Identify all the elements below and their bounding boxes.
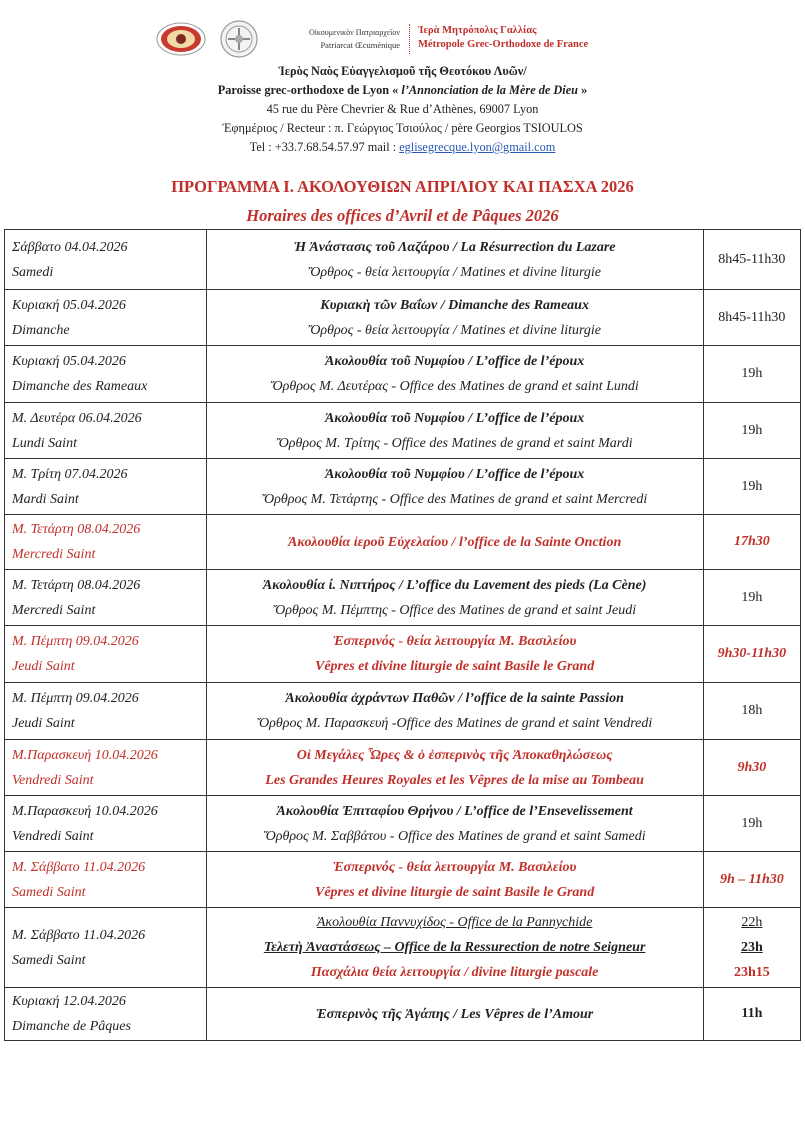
parish-name-prefix: Paroisse grec-orthodoxe de Lyon « [217,83,402,97]
service-cell [206,626,703,683]
service-title: Ἑσπερινὸς τῆς Ἀγάπης / Les Vêpres de l’Amour [315,1006,594,1022]
service-cell [206,988,703,1041]
date-french: Samedi Saint [12,884,86,900]
date-cell [5,459,207,515]
service-cell [206,346,703,403]
time-cell [703,570,800,626]
time-cell [703,459,800,515]
service-title: Ἀκολουθία ί. Νιπτήρος / L’office du Lavement des pieds (La Cène) [262,577,647,593]
date-french: Jeudi Saint [12,716,75,731]
time-value: 19h [741,815,763,831]
date-cell [5,852,207,908]
time-value: 17h30 [733,534,770,549]
seal-icon [156,22,206,56]
service-cell [206,852,703,908]
time-value: 23h [740,940,763,955]
date-greek: Μ.Παρασκευή 10.04.2026 [12,747,158,763]
service-detail: Ὄρθρος Μ. Τετάρτης - Office des Matines de grand et saint Mercredi [261,491,648,507]
time-cell [703,230,800,290]
service-title: Οἱ Μεγάλες Ὧρες & ὁ ἑσπερινὸς τῆς Ἀποκαθηλώσεως [296,747,613,763]
metropolis-french: Métropole Grec-Orthodoxe de France [418,39,589,50]
date-french: Vendredi Saint [12,772,94,788]
metropolis-label [418,24,588,52]
service-detail: Ὄρθρος Μ. Τρίτης - Office des Matines de grand et saint Mardi [276,435,633,451]
service-title: Ἀκολουθία ἱεροῦ Εὐχελαίου / l’office de la Sainte Onction [288,534,622,550]
time-cell [703,852,800,908]
service-detail: Ὄρθρος Μ. Παρασκευή -Office des Matines de grand et saint Vendredi [257,716,653,731]
date-cell [5,403,207,459]
time-cell [703,403,800,459]
date-greek: Μ.Παρασκευή 10.04.2026 [12,803,158,819]
parish-name-suffix: » [578,83,588,97]
date-greek: Μ. Τρίτη 07.04.2026 [12,466,128,482]
time-value: 9h30 [737,759,767,775]
table-row [5,515,801,570]
service-cell [206,796,703,852]
document-title [0,172,805,230]
date-cell [5,290,207,346]
table-row [5,740,801,796]
table-row [5,570,801,626]
time-cell [703,740,800,796]
date-french: Lundi Saint [12,435,77,451]
date-cell [5,908,207,988]
schedule-table [4,229,801,1041]
date-cell [5,626,207,683]
date-french: Samedi [12,264,54,280]
table-row [5,908,801,988]
date-cell [5,230,207,290]
header-divider [409,24,410,54]
date-cell [5,570,207,626]
patriarchate-french: Patriarcat Œcuménique [320,40,400,50]
patriarchate-greek: Οἰκουμενικὸν Πατριαρχεῖον [308,28,400,37]
email-link[interactable]: eglisegrecque.lyon@gmail.com [399,140,556,154]
date-greek: Μ. Πέμπτη 09.04.2026 [12,634,139,649]
service-title: Ἑσπερινός - θεία λειτουργία Μ. Βασιλείου [332,859,577,875]
parish-address: 45 rue du Père Chevrier & Rue d’Athènes, 69007 Lyon [266,102,539,116]
service-title: Ἀκολουθία τοῦ Νυμφίου / L’office de l’époux [324,466,585,482]
date-cell [5,988,207,1041]
service-cell [206,683,703,740]
date-french: Mercredi Saint [12,547,96,562]
time-cell [703,988,800,1041]
date-french: Vendredi Saint [12,828,94,844]
date-greek: Μ. Σάββατο 11.04.2026 [12,859,146,875]
time-value: 8h45-11h30 [718,251,786,267]
table-row [5,852,801,908]
title-french: Horaires des offices d’Avril et de Pâques 2026 [246,206,559,225]
table-row [5,403,801,459]
time-cell [703,290,800,346]
metropolis-greek: Ἱερὰ Μητρόπολις Γαλλίας [418,25,537,36]
service-cell [206,740,703,796]
table-row [5,290,801,346]
date-french: Jeudi Saint [12,659,75,674]
service-title: Ἀκολουθία τοῦ Νυμφίου / L’office de l’époux [324,354,585,369]
date-french: Samedi Saint [12,952,86,968]
table-row [5,683,801,740]
time-cell [703,515,800,570]
service-detail: Vêpres et divine liturgie de saint Basile le Grand [315,884,595,900]
time-cell [703,683,800,740]
service-cell [206,570,703,626]
service-title: Ἀκολουθία Ἐπιταφίου Θρήνου / L’office de l’Ensevelissement [276,803,633,819]
service-cell [206,515,703,570]
service-detail: Ὄρθρος - θεία λειτουργία / Matines et divine liturgie [308,322,602,338]
date-cell [5,796,207,852]
date-greek: Μ. Δευτέρα 06.04.2026 [12,410,142,426]
service-detail: Ὄρθρος - θεία λειτουργία / Matines et divine liturgie [308,264,602,280]
date-greek: Μ. Τετάρτη 08.04.2026 [12,522,141,537]
date-greek: Μ. Πέμπτη 09.04.2026 [12,691,139,706]
patriarchate-seal-icon [214,20,264,58]
time-value: 23h15 [733,965,770,980]
date-french: Mardi Saint [12,491,79,507]
parish-greek-name: Ἱερὸς Ναὸς Εὐαγγελισμοῦ τῆς Θεοτόκου Λυῶν/ [278,64,527,78]
parish-info [0,62,805,157]
date-french: Dimanche de Pâques [12,1019,131,1034]
time-value: 19h [741,589,763,605]
date-french: Mercredi Saint [12,602,96,618]
service-title: Κυριακὴ τῶν Βαΐων / Dimanche des Rameaux [320,297,589,313]
date-greek: Κυριακή 05.04.2026 [12,297,126,313]
table-row [5,459,801,515]
time-value: 9h – 11h30 [719,871,784,887]
date-greek: Μ. Σάββατο 11.04.2026 [12,927,146,943]
table-row [5,230,801,290]
parish-name-italic: l’Annonciation de la Mère de Dieu [401,83,579,97]
time-value: 18h [741,703,763,718]
service-cell [206,908,703,988]
service-cell [206,459,703,515]
service-cell [206,230,703,290]
patriarchate-label [268,27,400,51]
service-title: Ἀκολουθία ἀχράντων Παθῶν / l’office de la sainte Passion [285,691,624,706]
parish-contact [0,138,805,157]
date-cell [5,515,207,570]
date-french: Dimanche [12,322,70,338]
title-greek: ΠΡΟΓΡΑΜΜΑ Ι. ΑΚΟΛΟΥΘΙΩΝ ΑΠΡΙΛΙΟΥ ΚΑΙ ΠΑΣΧΑ 2026 [171,177,634,196]
table-row [5,626,801,683]
date-cell [5,683,207,740]
date-greek: Μ. Τετάρτη 08.04.2026 [12,577,141,593]
date-cell [5,346,207,403]
time-value: 19h [741,366,763,381]
service-title: Ἀκολουθία τοῦ Νυμφίου / L’office de l’époux [324,410,585,426]
service-detail: Ὄρθρος Μ. Πέμπτης - Office des Matines de grand et saint Jeudi [273,602,637,618]
service-detail: Ὄρθρος Μ. Δευτέρας - Office des Matines de grand et saint Lundi [270,379,639,394]
time-cell [703,908,800,988]
date-cell [5,740,207,796]
date-french: Dimanche des Rameaux [12,379,148,394]
service-cell [206,290,703,346]
parish-french-name [0,81,805,100]
service-title: Ἑσπερινός - θεία λειτουργία Μ. Βασιλείου [332,634,577,649]
time-cell [703,626,800,683]
time-value: 19h [741,422,763,438]
time-cell [703,346,800,403]
service-detail: Ὄρθρος Μ. Σαββάτου - Office des Matines de grand et saint Samedi [263,828,646,844]
time-value: 22h [741,915,763,930]
table-row [5,796,801,852]
table-row [5,346,801,403]
time-value: 9h30-11h30 [717,646,787,661]
service-detail: Les Grandes Heures Royales et les Vêpres de la mise au Tombeau [265,772,644,788]
table-row [5,988,801,1041]
service-line: Πασχάλια θεία λειτουργία / divine liturgie pascale [310,965,599,980]
date-greek: Σάββατο 04.04.2026 [12,239,128,255]
time-value: 11h [741,1006,763,1021]
service-line: Τελετὴ Ἀναστάσεως – Office de la Ressurection de notre Seigneur [263,940,646,955]
contact-label: Tel : +33.7.68.54.57.97 mail : [249,140,400,154]
letterhead [0,14,805,64]
service-line: Ἀκολουθία Παννυχίδος - Office de la Pannychide [316,915,593,930]
date-greek: Κυριακή 12.04.2026 [12,994,126,1009]
service-cell [206,403,703,459]
date-greek: Κυριακή 05.04.2026 [12,354,126,369]
time-cell [703,796,800,852]
parish-rector: Ἐφημέριος / Recteur : π. Γεώργιος Τσιούλος / père Georgios TSIOULOS [222,121,583,135]
time-value: 19h [741,478,763,494]
service-detail: Vêpres et divine liturgie de saint Basile le Grand [315,659,595,674]
time-value: 8h45-11h30 [718,309,786,325]
service-title: Ἡ Ἀνάστασις τοῦ Λαζάρου / La Résurrection du Lazare [293,239,616,255]
